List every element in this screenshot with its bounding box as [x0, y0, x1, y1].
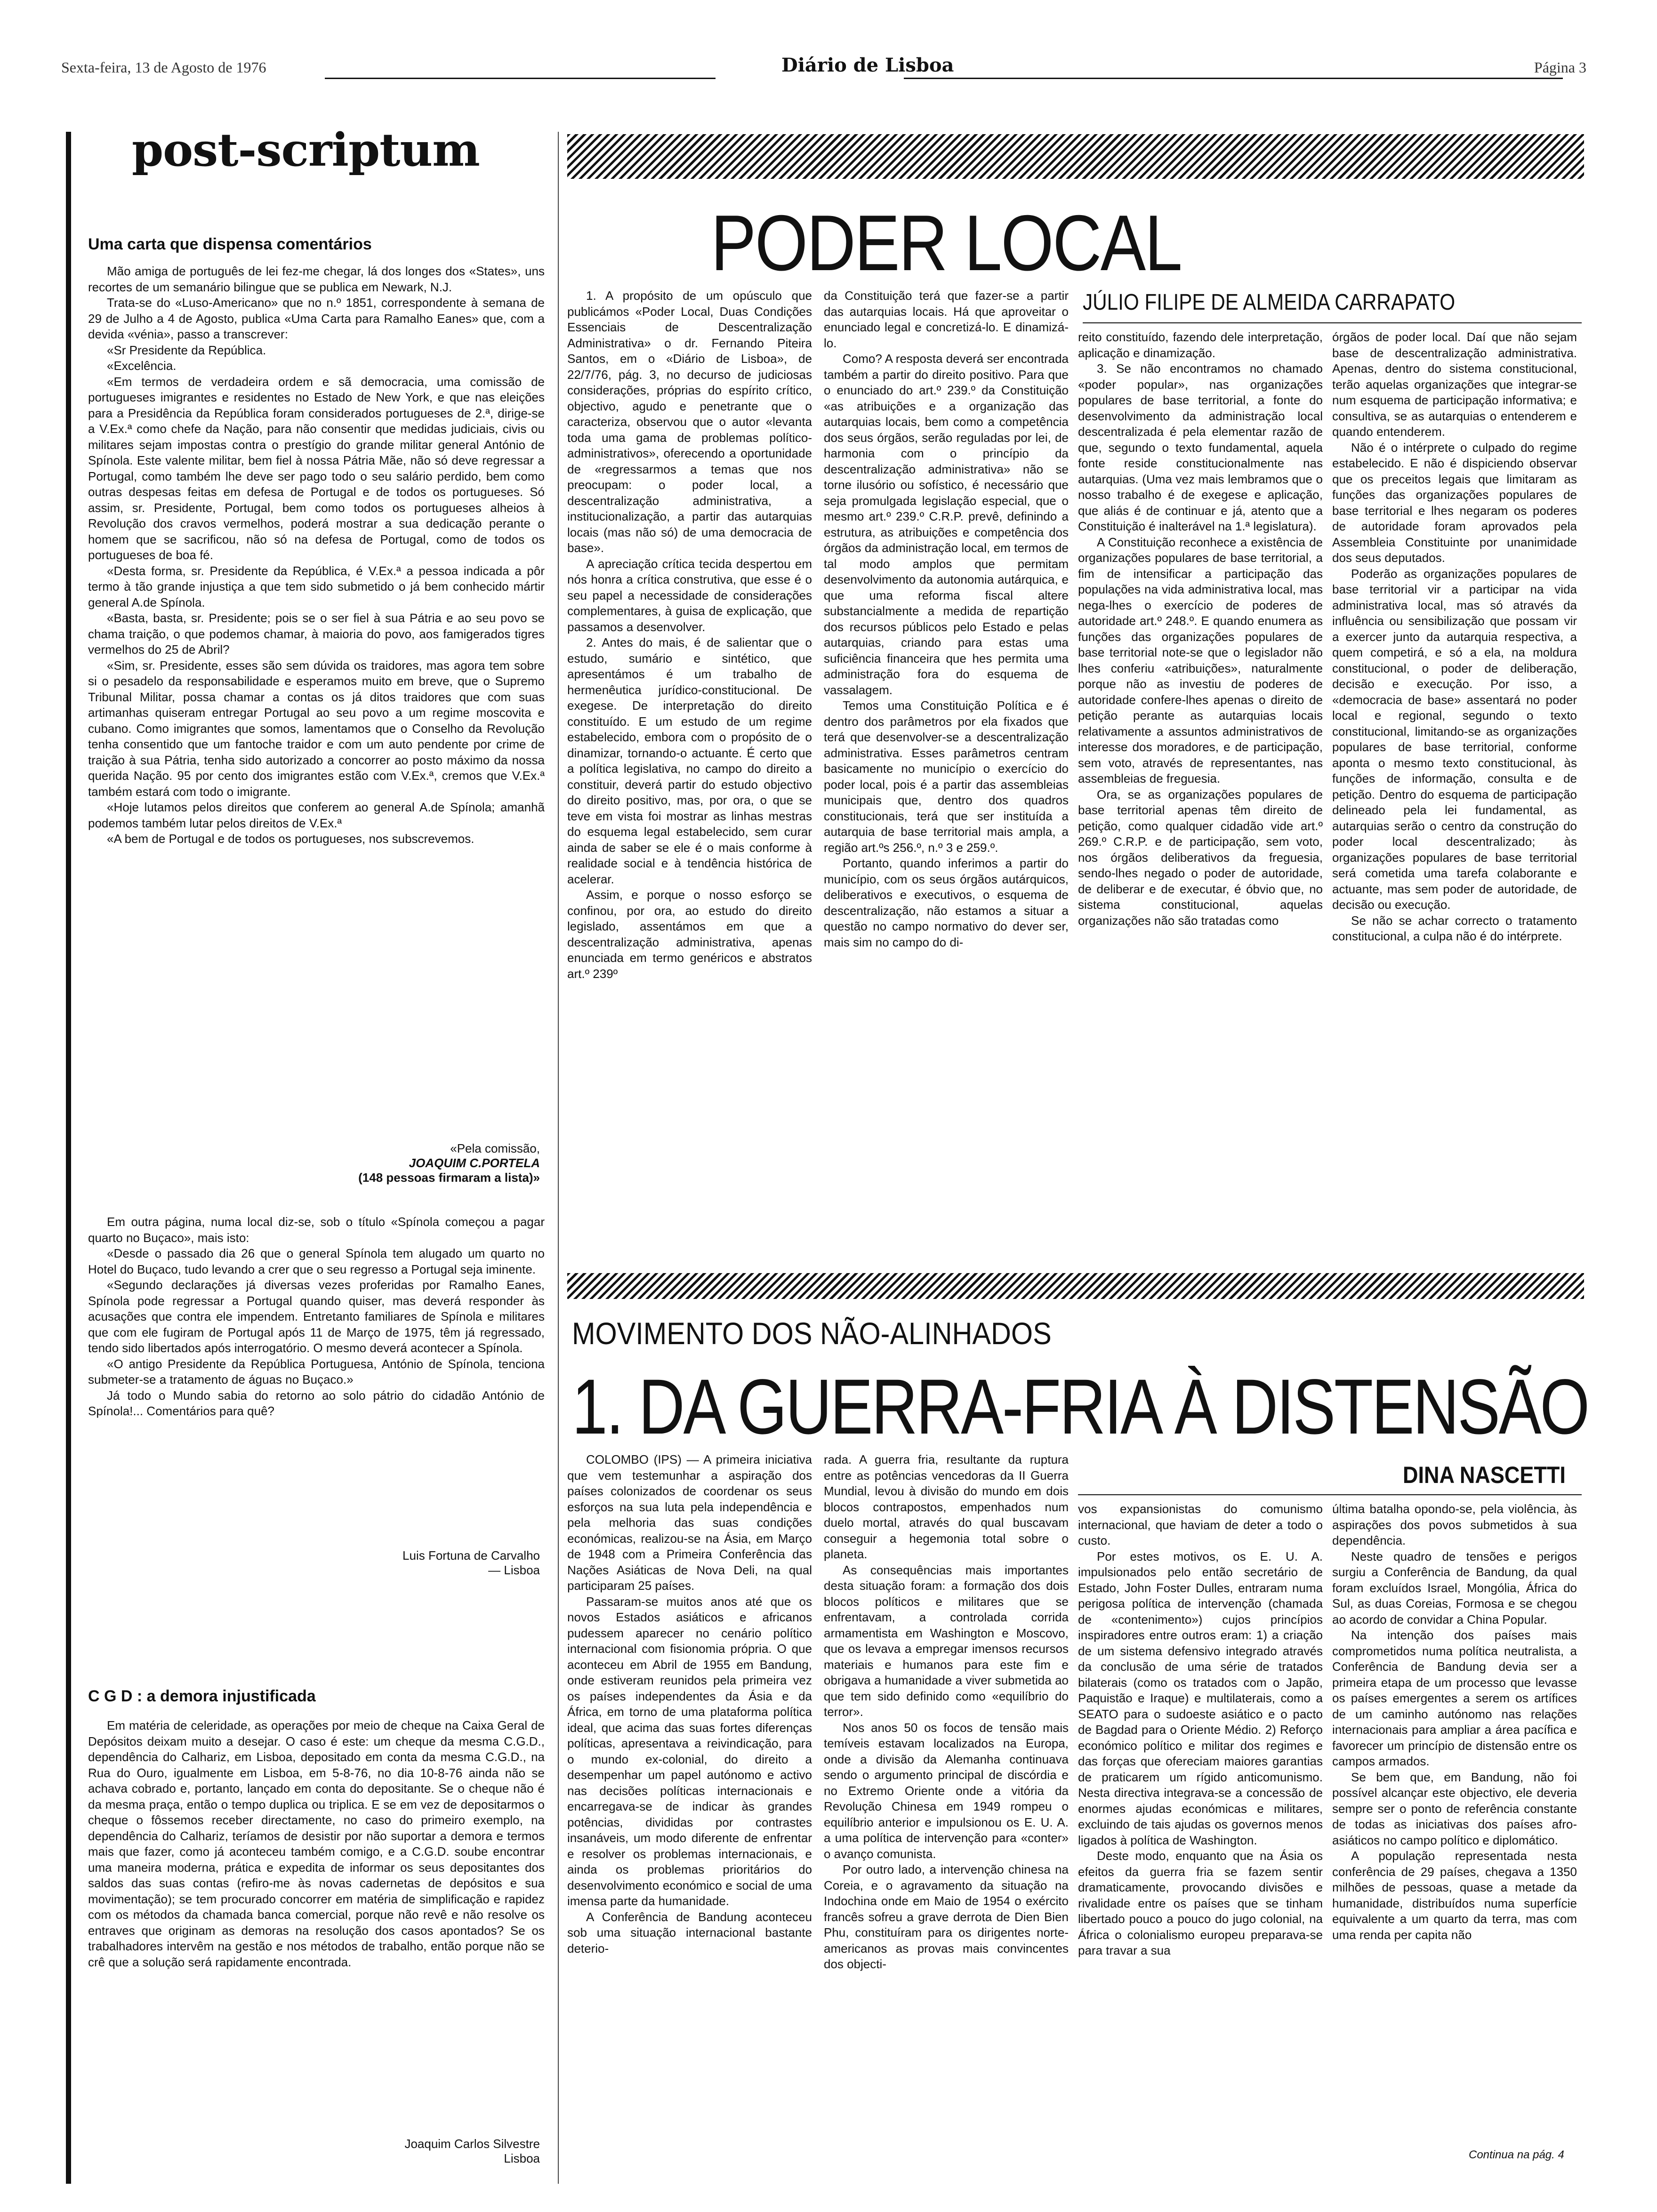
- paragraph: 2. Antes do mais, é de salientar que o estudo, sumário e sintético, que apresentámos é um trabalho de hermenêutica jurídico-constitucional. De exegese. De interpretação do direito constituído. E um estudo de um regime estabelecido, embora com o propósito de o dinamizar, tornando-o actuante. É certo que a política legislativa, no campo do direito a constituir, deverá partir do estudo objectivo do direito positivo, mas, por ora, o que se teve em vista foi mostrar as linhas mestras do esquema legal estabelecido, sem curar ainda de saber se ele é o mais conforme à realidade social e à tendência histórica de acelerar.: [567, 635, 812, 886]
- paragraph: «Desde o passado dia 26 que o general Spínola tem alugado um quarto no Hotel do Buçaco, tudo levando a crer que o seu regresso a Portugal seja iminente.: [88, 1246, 545, 1276]
- paragraph: Não é o intérprete o culpado do regime estabelecido. E não é dispiciendo observar que os preceitos legais que limitaram as funções das organizações populares de base territorial e lhes negaram os poderes de autoridade foram aprovados pela Assembleia Constituinte por unanimidade dos seus deputados.: [1332, 440, 1577, 565]
- paragraph: Em matéria de celeridade, as operações por meio de cheque na Caixa Geral de Depósitos deixam muito a desejar. O caso é este: um cheque da mesma C.G.D., dependência do Calhariz, em Lisboa, depositado em conta da mesma C.G.D., na Rua do Ouro, igualmente em Lisboa, em 5-8-76, no dia 10-8-76 ainda não se achava cobrado e, portanto, lançado em conta do depositante. Se o cheque não é da mesma praça, então o tempo duplica ou triplica. E se em vez de depositarmos o cheque o fôssemos receber directamente, no caso do primeiro exemplo, na dependência do Calhariz, teríamos de desistir por não suportar a demora e termos mais que fazer, como já aconteceu também comigo, e a C.G.D. soube encontrar uma maneira moderna, prática e expedita de informar os seus depositantes dos saldos das suas contas (refiro-me às novas cadernetas de depósitos e sua movimentação); se tem procurado concorrer em matéria de simplificação e rapidez com os métodos da chamada banca comercial, porque não revê e não resolve os entraves que originam as demoras na resolução dos casos apontados? Se os trabalhadores intervêm na gestão e nos métodos de trabalho, então porque não se crê que a solução será rapidamente encontrada.: [88, 1718, 545, 1969]
- paragraph: Ora, se as organizações populares de base territorial apenas têm direito de petição, como qualquer cidadão vide art.º 269.º C.R.P. e de participação, sem voto, nos órgãos deliberativos da freguesia, sendo-lhes negado o poder de autoridade, de deliberar e de executar, é óbvio que, no sistema constitucional, aquelas organizações não são tratadas como: [1078, 787, 1323, 928]
- paragraph: Como? A resposta deverá ser encontrada também a partir do direito positivo. Para que o enunciado do art.º 239.º da Constituição «as atribuições e a organização das autarquias locais, bem como a competência dos seus órgãos, serão reguladas por lei, de harmonia com o princípio da descentralização administrativa» não se torne ilusório ou sofístico, é necessário que seja promulgada legislação especial, que o mesmo art.º 239.º C.R.P. prevê, definindo a estrutura, as atribuições e competência dos órgãos da administração local, em termos de tal modo amplos que permitam desenvolvimento da autonomia autárquica, e que uma reforma fiscal altere substancialmente a medida de repartição dos recursos públicos pelo Estado e pelas autarquias, criando para estas uma suficiência financeira que hes permita uma administração fora do esquema de vassalagem.: [824, 352, 1069, 697]
- postscriptum-signoff-line: «Pela comissão,: [450, 1141, 540, 1155]
- section2-author-place: Lisboa: [504, 2151, 540, 2165]
- masthead-rule-left: [325, 78, 716, 79]
- paragraph: Se bem que, em Bandung, não foi possível alcançar este objectivo, ele deveria sempre ser o ponto de referência constante de todas as iniciativas dos países afro-asiáticos no campo político e diplomático.: [1332, 1770, 1577, 1847]
- paragraph: órgãos de poder local. Daí que não sejam base de descentralização administrativa. Apenas, dentro do sistema constitucional, terão aquelas organizações que integrar-se num esquema de participação informativa; e consultiva, se as autarquias o entenderem e quando entenderem.: [1332, 330, 1577, 439]
- paragraph: Na intenção dos países mais comprometidos numa política neutralista, a Conferência de Bandung devia ser a primeira etapa de um processo que levasse os países emergentes a serem os artífices de um caminho autónomo nas relações internacionais para ampliar a área pacífica e favorecer um princípio de distensão entre os campos armados.: [1332, 1628, 1577, 1768]
- paragraph: Nos anos 50 os focos de tensão mais temíveis estavam localizados na Europa, onde a divisão da Alemanha continuava sendo o argumento principal de discórdia e no Extremo Oriente onde a vitória da Revolução Chinesa em 1949 rompeu o equilíbrio anterior e impulsionou os E. U. A. a uma política de intervenção para «conter» o avanço comunista.: [824, 1720, 1069, 1861]
- paragraph: Passaram-se muitos anos até que os novos Estados asiáticos e africanos pudessem aparecer no cenário político internacional com fisionomia própria. O que aconteceu em Abril de 1955 em Bandung, onde estiveram reunidos pela primeira vez os países independentes da Ásia e da África, em torno de uma plataforma política ideal, que acima das suas fortes diferenças políticas, apresentava a reivindicação, para o mundo ex-colonial, do direito a desempenhar um papel autónomo e activo nas decisões políticas internacionais e encarregava-se de indicar às grandes potências, divididas por contrastes insanáveis, um modo diferente de enfrentar e resolver os problemas internacionais, e ainda os problemas prioritários do desenvolvimento económico e social de uma imensa parte da humanidade.: [567, 1594, 812, 1908]
- paragraph: A Conferência de Bandung aconteceu sob uma situação internacional bastante deterio-: [567, 1909, 812, 1956]
- paragraph: A população representada nesta conferência de 29 países, chegava a 1350 milhões de pessoas, quase a metade da humanidade, distribuídos numa superfície equivalente a um quarto da terra, mas com uma renda per capita não: [1332, 1849, 1577, 1942]
- paragraph: «Sim, sr. Presidente, esses são sem dúvida os traidores, mas agora tem sobre si o pesadelo da responsabilidade e esperamos muito em breve, que o Supremo Tribunal Militar, possa chamar a contas os já ditos traidores que com suas artimanhas quiseram entregar Portugal ao seu povo a um regime moscovita e cubano. Como imigrantes que somos, lamentamos que o Conselho da Revolução tenha consentido que um fantoche traidor e com um auto pendente por crime de traição à sua Pátria, tenha sido autorizado a concorrer ao posto máximo da nossa querida Nação. 95 por cento dos imigrantes estão com V.Ex.ª, cremos que V.Ex.ª também estará com todo o imigrante.: [88, 658, 545, 799]
- nao-alinhados-column-2: [824, 1452, 1069, 2163]
- continued-note: Continua na pág. 4: [1469, 2148, 1564, 2161]
- postscriptum-section2-author: [88, 2137, 540, 2166]
- postscriptum-letter: [88, 264, 545, 1139]
- paragraph: A Constituição reconhece a existência de organizações populares de base territorial, a fim de intensificar a participação das populações na vida administrativa local, mas nega-lhes o exercício de poderes de autoridade art.º 248.º. E quando enumera as funções das organizações populares de base territorial note-se que o legislador não lhes conferiu «atribuições», naturalmente porque não as investiu de poderes de autoridade confere-lhes apenas o direito de petição perante as autarquias locais relativamente a assuntos administrativos de interesse dos moradores, e de participação, sem voto, através de representantes, nas assembleias de freguesia.: [1078, 535, 1323, 785]
- poder-local-byline-rule: [1083, 322, 1582, 323]
- paragraph: «Sr Presidente da República.: [107, 343, 266, 357]
- postscriptum-signoff-name: JOAQUIM C.PORTELA: [409, 1156, 540, 1170]
- paragraph: Por outro lado, a intervenção chinesa na Coreia, e o agravamento da situação na Indochina onde em Maio de 1954 o exército francês sofreu a grave derrota de Dien Bien Phu, constituíram para os dirigentes norte-americanos as provas mais convincentes dos objecti-: [824, 1862, 1069, 1971]
- masthead-date: Sexta-feira, 13 de Agosto de 1976: [61, 59, 266, 76]
- postscriptum-left-border: [66, 132, 71, 2184]
- paragraph: Já todo o Mundo sabia do retorno ao solo pátrio do cidadão António de Spínola!... Comentários para quê?: [88, 1388, 545, 1418]
- paragraph: rada. A guerra fria, resultante da ruptura entre as potências vencedoras da II Guerra Mundial, levou à divisão do mundo em dois blocos contrapostos, empenhados num duelo mortal, através do qual buscavam conseguir a hegemonia total sobre o planeta.: [824, 1452, 1069, 1561]
- paragraph: A apreciação crítica tecida despertou em nós honra a crítica construtiva, que esse é o seu papel a necessidade de considerações complementares, à guisa de explicação, que passamos a desenvolver.: [567, 556, 812, 634]
- paragraph: «Hoje lutamos pelos direitos que conferem ao general A.de Spínola; amanhã podemos também lutar pelos direitos de V.Ex.ª: [88, 800, 545, 830]
- nao-alinhados-hatch-band: [567, 1273, 1584, 1299]
- paragraph: 1. A propósito de um opúsculo que publicámos «Poder Local, Duas Condições Essenciais de Descentralização Administrativa» o dr. Fernando Piteira Santos, em o «Diário de Lisboa», de 22/7/76, pág. 3, no decurso de judiciosas considerações, próprias do espírito crítico, objectivo, agudo e penetrante que o caracteriza, observou que o autor «levanta toda uma gama de problemas político-administrativos», oferecendo a oportunidade de «regressarmos a temas que nos preocupam: o poder local, a descentralização administrativa, a institucionalização, a partir das autarquias locais (mas não só) de uma democracia de base».: [567, 289, 812, 555]
- paragraph: Neste quadro de tensões e perigos surgiu a Conferência de Bandung, da qual foram excluídos Israel, Mongólia, África do Sul, as duas Coreias, Formosa e se chegou ao acordo de convidar a China Popular.: [1332, 1549, 1577, 1627]
- nao-alinhados-column-1: [567, 1452, 812, 2163]
- paragraph: Assim, e porque o nosso esforço se confinou, por ora, ao estudo do direito legislado, assentámos em que a descentralização administrativa, apenas enunciada em termo genéricos e abstratos art.º 239º: [567, 888, 812, 981]
- poder-local-headline: PODER LOCAL: [711, 199, 1182, 287]
- masthead-page: Página 3: [1534, 59, 1586, 76]
- postscriptum-cgd-text: [88, 1718, 545, 2132]
- postscriptum-section1-author: [88, 1548, 540, 1578]
- paragraph: Poderão as organizações populares de base territorial vir a participar na vida administrativa local, mas só através da influência ou sensibilização que possam vir a exercer junto da autarquia respectiva, a quem competirá, e só a ela, na moldura constitucional, o poder de deliberação, decisão e execução. Por isso, a «democracia de base» assentará no poder local e regional, segundo o texto constitucional, limitando-se as organizações populares de base territorial, conforme aponta o mesmo texto constitucional, às funções de informação, consulta e de petição. Dentro do esquema de participação delineado pela lei fundamental, as autarquias serão o centro da construção do poder local descentralizado; às organizações populares de base territorial será cometida uma tarefa colaborante e actuante, mas sem poder de autoridade, de decisão ou execução.: [1332, 566, 1577, 912]
- nao-alinhados-byline-rule: [1078, 1494, 1582, 1495]
- postscriptum-section1-title: Uma carta que dispensa comentários: [88, 235, 372, 253]
- masthead-rule-right: [904, 78, 1563, 79]
- paragraph: «A bem de Portugal e de todos os portugueses, nos subscrevemos.: [107, 832, 475, 846]
- postscriptum-signoff-note: (148 pessoas firmaram a lista)»: [358, 1170, 540, 1185]
- section1-author-name: Luis Fortuna de Carvalho: [402, 1548, 540, 1563]
- paragraph: As consequências mais importantes desta situação foram: a formação dos dois blocos políticos e militares que se enfrentavam, a controlada corrida armamentista em Washington e Moscovo, que os levava a empregar imensos recursos materiais e humanos para este fim e obrigava a humanidade a viver submetida ao que tem sido definido como «equilíbrio do terror».: [824, 1563, 1069, 1719]
- nao-alinhados-kicker: MOVIMENTO DOS NÃO-ALINHADOS: [572, 1316, 1052, 1351]
- paragraph: Portanto, quando inferimos a partir do município, com os seus órgãos autárquicos, deliberativos e executivos, o esquema de descentralização, não estamos a situar a questão no campo normativo do dever ser, mais sim no campo do di-: [824, 856, 1069, 949]
- nao-alinhados-column-3: [1078, 1501, 1323, 2163]
- poder-local-column-2: [824, 288, 1069, 1258]
- paragraph: «Basta, basta, sr. Presidente; pois se o ser fiel à sua Pátria e ao seu povo se chama traição, o que podemos chamar, à maioria do povo, aos famigerados tigres vermelhos do 25 de Abril?: [88, 611, 545, 657]
- poder-local-column-4: [1332, 329, 1577, 1258]
- paragraph: Em outra página, numa local diz-se, sob o título «Spínola começou a pagar quarto no Buçaco», mais isto:: [88, 1215, 545, 1245]
- paragraph: «Excelência.: [107, 359, 177, 373]
- paragraph: Por estes motivos, os E. U. A. impulsionados pelo então secretário de Estado, John Foster Dulles, entraram numa perigosa política de intervenção (chamada de «contenimento») cujos princípios inspiradores entre outros eram: 1) a criação de um sistema defensivo integrado através da conclusão de uma série de tratados bilaterais (como os tratados com o Japão, Paquistão e Iraque) e multilaterais, como a SEATO para o sudoeste asiático e o pacto de Bagdad para o Oriente Médio. 2) Reforço económico político e militar dos regimes e das forças que ofereciam maiores garantias de praticarem um rígido anticomunismo. Nesta directiva integrava-se a concessão de enormes ajudas económicas e militares, excluindo de tais ajudas os governos menos ligados à política de Washington.: [1078, 1549, 1323, 1847]
- paragraph: «O antigo Presidente da República Portuguesa, António de Spínola, tenciona submeter-se a tratamento de águas no Buçaco.»: [88, 1356, 545, 1387]
- masthead-title: Diário de Lisboa: [777, 54, 958, 76]
- poder-local-hatch-band: [567, 134, 1584, 179]
- nao-alinhados-headline: 1. DA GUERRA-FRIA À DISTENSÃO: [572, 1363, 1588, 1451]
- paragraph: vos expansionistas do comunismo internacional, que haviam de deter a todo o custo.: [1078, 1502, 1323, 1547]
- section1-author-place: — Lisboa: [488, 1563, 540, 1577]
- nao-alinhados-byline: DINA NASCETTI: [1403, 1462, 1566, 1488]
- paragraph: Trata-se do «Luso-Americano» que no n.º 1851, correspondente à semana de 29 de Julho a 4 de Agosto, publica «Uma Carta para Ramalho Eanes» que, com a devida «vénia», passo a transcrever:: [88, 296, 545, 341]
- paragraph: Temos uma Constituição Política e é dentro dos parâmetros por ela fixados que terá que desenvolver-se a descentralização administrativa. Esses parâmetros centram basicamente no município o exercício do poder local, pois é a partir das assembleias municipais que, dentro dos quadros constitucionais, terá que ser instituída a autarquia de base territorial mais ampla, a região art.ºs 256.º, n.º 3 e 259.º.: [824, 698, 1069, 855]
- postscriptum-followup: [88, 1214, 545, 1544]
- paragraph: reito constituído, fazendo dele interpretação, aplicação e dinamização.: [1078, 330, 1323, 360]
- paragraph: Mão amiga de português de lei fez-me chegar, lá dos longes dos «States», uns recortes de um semanário bilingue que se publica em Newark, N.J.: [88, 264, 545, 294]
- postscriptum-signoff: [88, 1141, 540, 1185]
- paragraph: 3. Se não encontramos no chamado «poder popular», nas organizações populares de base territorial, a fonte do desenvolvimento da administração local descentralizada é pela elementar razão de que, segundo o texto fundamental, aquela fonte reside constitucionalmente nas autarquias. (Uma vez mais lembramos que o nosso trabalho é de exegese e aplicação, que aliás é de continuar e já, atento que a Constituição é inalterável na 1.ª legislatura).: [1078, 361, 1323, 533]
- section2-author-name: Joaquim Carlos Silvestre: [404, 2137, 540, 2151]
- paragraph: Se não se achar correcto o tratamento constitucional, a culpa não é do intérprete.: [1332, 913, 1577, 943]
- poder-local-byline: JÚLIO FILIPE DE ALMEIDA CARRAPATO: [1083, 290, 1456, 315]
- poder-local-column-1: [567, 288, 812, 1258]
- postscriptum-title: post-scriptum: [132, 123, 480, 176]
- paragraph: «Segundo declarações já diversas vezes proferidas por Ramalho Eanes, Spínola pode regressar a Portugal quando quiser, mas deverá responder às acusações que contra ele impendem. Entretanto familiares de Spínola e militares que com ele fugiram de Portugal após 11 de Março de 1975, têm já regressado, tendo sido libertados após interrogatório. O mesmo deverá acontecer a Spínola.: [88, 1278, 545, 1355]
- paragraph: COLOMBO (IPS) — A primeira iniciativa que vem testemunhar a aspiração dos países colonizados de coordenar os seus esforços na sua luta pela independência e pela melhoria das suas condições económicas, realizou-se na Ásia, em Março de 1948 com a Primeira Conferência das Nações Asiáticas de Nova Deli, na qual participaram 25 países.: [567, 1452, 812, 1593]
- postscriptum-section2-title: C G D : a demora injustificada: [88, 1687, 316, 1705]
- paragraph: da Constituição terá que fazer-se a partir das autarquias locais. Há que aproveitar o enunciado legal e concretizá-lo. E dinamizá-lo.: [824, 289, 1069, 350]
- nao-alinhados-column-4: [1332, 1501, 1577, 2146]
- poder-local-column-3: [1078, 329, 1323, 1258]
- paragraph: Deste modo, enquanto que na Ásia os efeitos da guerra fria se fazem sentir dramaticamente, provocando divisões e rivalidade entre os países que se tinham libertado pouco a pouco do jugo colonial, na África o colonialismo europeu preparava-se para travar a sua: [1078, 1849, 1323, 1957]
- paragraph: «Em termos de verdadeira ordem e sã democracia, uma comissão de portugueses imigrantes e residentes no Estado de New York, e que nas eleições para a Presidência da República foram considerados portugueses de 2.ª, dirige-se a V.Ex.ª como chefe da Nação, para não consentir que medidas judiciais, civis ou militares sejam impostas contra o prestígio do grande militar general António de Spínola. Este valente militar, bem fiel à nossa Pátria Mãe, não só deve regressar a Portugal, como também lhe deve ser pago todo o seu salário perdido, bem como outras despesas feitas em defesa de Portugal e de todos os portugueses. Só assim, sr. Presidente, Portugal, bem como todos os portugueses alheios à Revolução dos cravos vermelhos, poderá mostrar a sua dedicação perante o homem que se sacrificou, não só na defesa de Portugal, como de todos os portugueses de boa fé.: [88, 374, 545, 562]
- column-divider: [558, 132, 559, 2184]
- paragraph: «Desta forma, sr. Presidente da República, é V.Ex.ª a pessoa indicada a pôr termo à tão grande injustiça a que tem sido submetido o já bem conhecido mártir general A.de Spínola.: [88, 563, 545, 609]
- paragraph: última batalha opondo-se, pela violência, às aspirações dos povos submetidos à sua dependência.: [1332, 1502, 1577, 1547]
